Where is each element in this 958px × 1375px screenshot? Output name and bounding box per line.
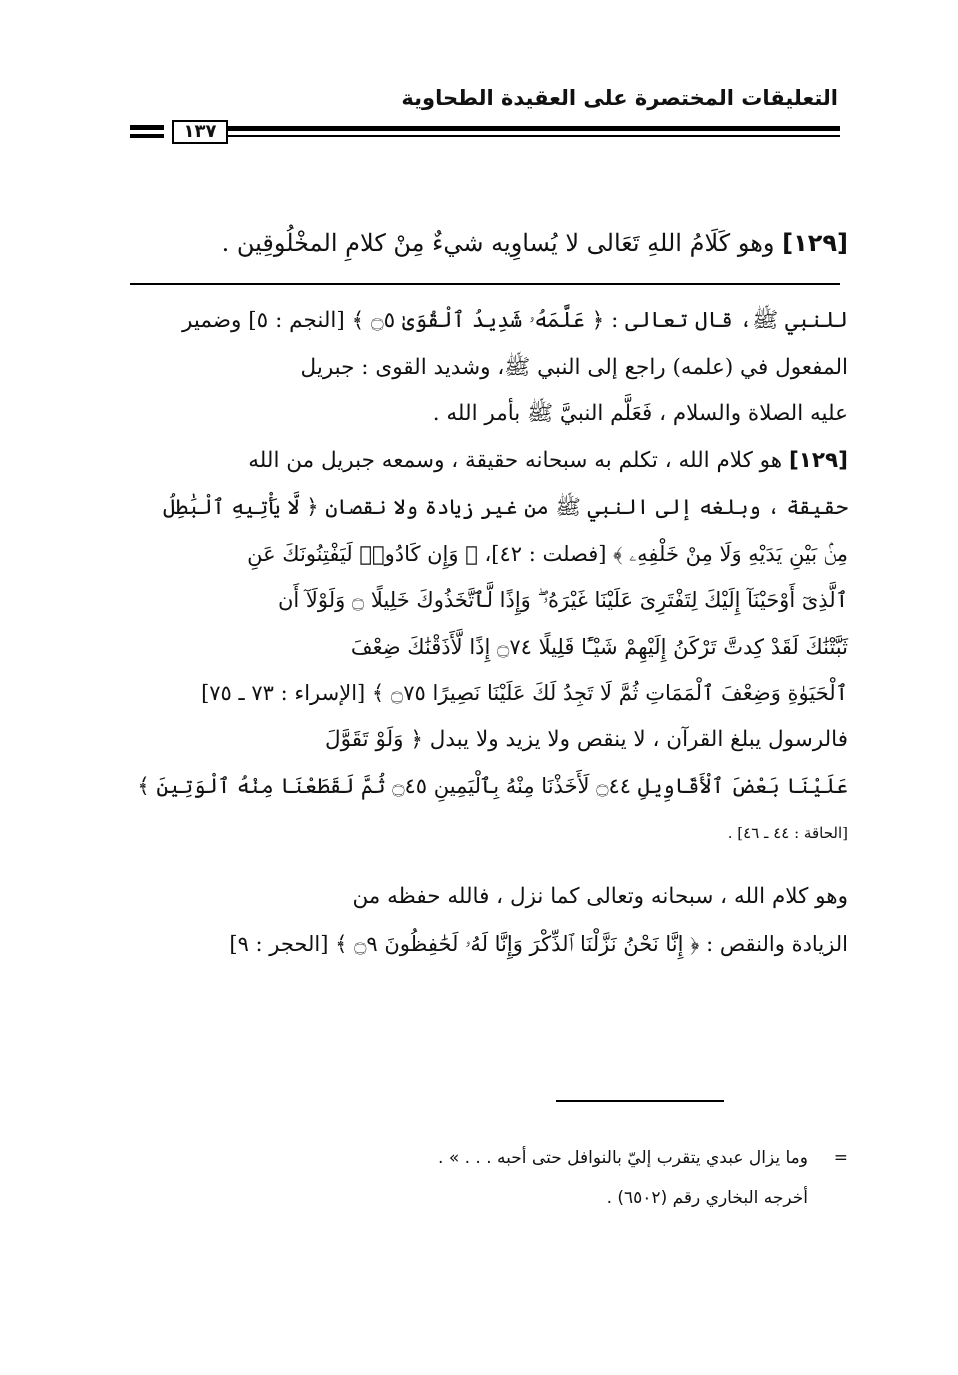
header-rule-thick — [228, 126, 840, 131]
paragraph-gap — [130, 856, 848, 874]
footnote-line: وما يزال عبدي يتقرب إليّ بالنوافل حتى أحبه . . . » . — [438, 1148, 808, 1168]
footnote-separator — [556, 1100, 724, 1102]
header-bar-left-top — [130, 125, 164, 130]
header-rule — [130, 120, 840, 146]
page-number: ١٣٧ — [172, 120, 228, 144]
matn-text — [118, 220, 848, 266]
footnotes — [130, 1138, 848, 1218]
commentary-line: المفعول في (علمه) راجع إلى النبي ﷺ، وشديد القوى : جبريل — [300, 354, 848, 380]
commentary-number: [١٢٩] — [788, 447, 848, 473]
commentary-line: عليه الصلاة والسلام ، فَعَلَّم النبيَّ ﷺ بأمر الله . — [432, 401, 848, 426]
footnote-line: أخرجه البخاري رقم (٦٥٠٢) . — [606, 1188, 808, 1208]
header-bar-left-bottom — [130, 134, 164, 138]
running-title: التعليقات المختصرة على العقيدة الطحاوية — [401, 86, 838, 110]
commentary-line: وهو كلام الله ، سبحانه وتعالى كما نزل ، فالله حفظه من — [352, 884, 848, 909]
header-rule-thin — [228, 135, 840, 137]
footnote-continuation-marker: = — [833, 1148, 848, 1168]
commentary-line: الزيادة والنقص : ﴿ إِنَّا نَحْنُ نَزَّلْنَا ٱلذِّكْرَ وَإِنَّا لَهُۥ لَحَٰفِظُونَ ۝٩ ﴾ [الحجر : ٩] — [229, 931, 848, 956]
commentary-line: فالرسول يبلغ القرآن ، لا ينقص ولا يزيد ولا يبدل ﴿ وَلَوْ تَقَوَّلَ — [325, 726, 848, 752]
commentary-first-sentence: هو كلام الله ، تكلم به سبحانه حقيقة ، وسمعه جبريل من الله — [248, 447, 783, 473]
commentary-line: حقيقة ، وبلغه إلى النبي ﷺ من غير زيادة ولا نقصان ﴿ لَّا يَأْتِيهِ ٱلْبَٰطِلُ — [163, 495, 848, 519]
commentary-line: ثَبَّتْنَٰكَ لَقَدْ كِدتَّ تَرْكَنُ إِلَيْهِمْ شَيْـًٔا قَلِيلًا ۝٧٤ إِذًا لَّأَذَقْنَٰكَ ضِعْفَ — [350, 634, 848, 659]
matn-separator — [130, 283, 840, 285]
commentary-line — [130, 438, 848, 485]
commentary-line: ٱلْحَيَوٰةِ وَضِعْفَ ٱلْمَمَاتِ ثُمَّ لَا تَجِدُ لَكَ عَلَيْنَا نَصِيرًا ۝٧٥ ﴾ [الإسراء : ٧٣ ـ ٧٥] — [201, 681, 848, 705]
commentary-line: عَلَيْنَا بَعْضَ ٱلْأَقَاوِيلِ ۝٤٤ لَأَخَذْنَا مِنْهُ بِٱلْيَمِينِ ۝٤٥ ثُمَّ لَقَطَعْنَا مِنْهُ ٱلْوَتِينَ ﴾ — [137, 774, 848, 798]
commentary-line: ٱلَّذِىٓ أَوْحَيْنَآ إِلَيْكَ لِتَفْتَرِىَ عَلَيْنَا غَيْرَهُۥ ۖ وَإِذًا لَّٱتَّخَذُوكَ خَلِيلًا ۝ وَلَوْلَآ أَن — [277, 588, 848, 612]
commentary-line: مِنۢ بَيْنِ يَدَيْهِ وَلَا مِنْ خَلْفِهِۦ ﴾ [فصلت : ٤٢]، ﴿ وَإِن كَادُوا۟ لَيَفْتِنُونَكَ عَنِ — [247, 541, 848, 566]
commentary — [130, 298, 848, 967]
surah-reference: [الحاقة : ٤٤ ـ ٤٦] . — [727, 823, 848, 842]
commentary-line: للنبي ﷺ، قال تعالى : ﴿ عَلَّمَهُۥ شَدِيدُ ٱلْقُوَىٰ ۝٥ ﴾ [النجم : ٥] وضمير — [182, 308, 848, 333]
matn-sentence: وهو كَلَامُ اللهِ تَعَالى لا يُساوِيه شيءٌ مِنْ كلامِ المخْلُوقِين . — [221, 229, 775, 257]
matn-number: [١٢٩] — [782, 229, 848, 257]
